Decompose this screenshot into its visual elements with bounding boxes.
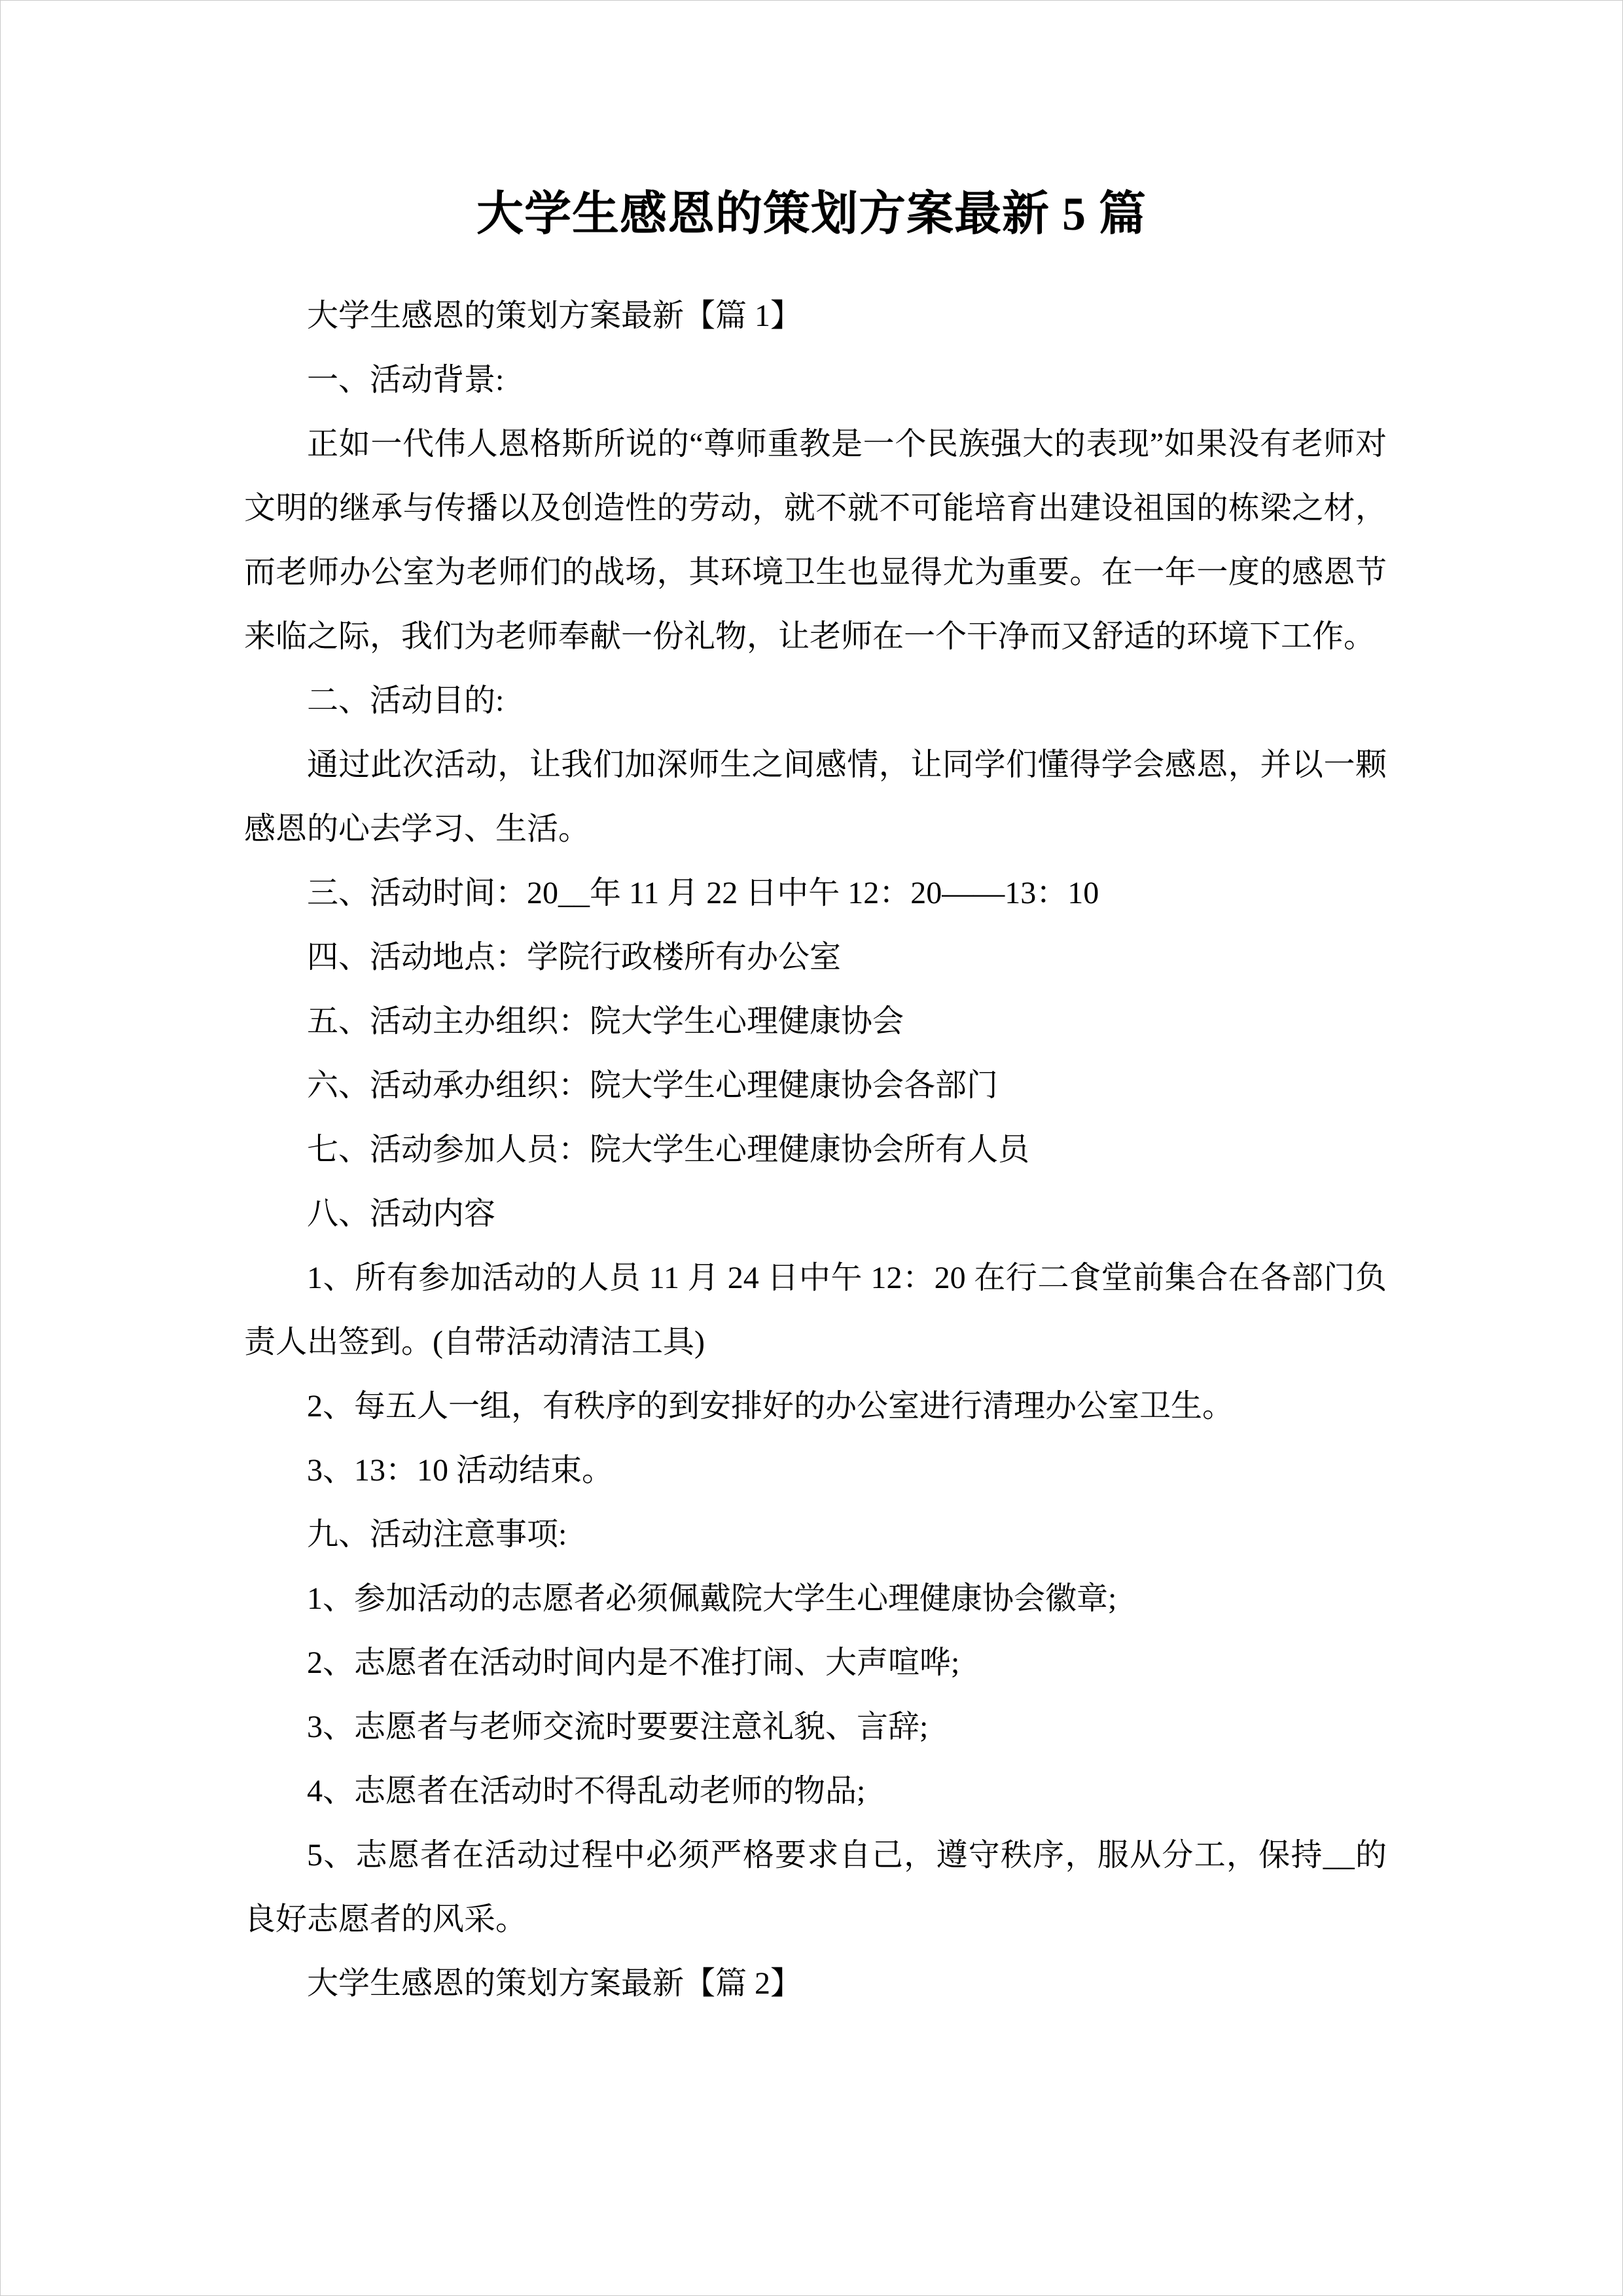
paragraph: 5、志愿者在活动过程中必须严格要求自己，遵守秩序，服从分工，保持__的良好志愿者的风采。 <box>244 1838 1387 1937</box>
paragraph: 正如一代伟人恩格斯所说的“尊师重教是一个民族强大的表现”如果没有老师对文明的继承与传播以及创造性的劳动，就不就不可能培育出建设祖国的栋梁之材，而老师办公室为老师们的战场，其环境卫生也显得尤为重要。在一年一度的感恩节来临之际，我们为老师奉献一份礼物，让老师在一个干净而又舒适的环境下工作。 <box>244 427 1387 654</box>
paragraph: 六、活动承办组织：院大学生心理健康协会各部门 <box>307 1068 999 1103</box>
paragraph: 七、活动参加人员：院大学生心理健康协会所有人员 <box>307 1132 1030 1167</box>
paragraph: 1、所有参加活动的人员 11 月 24 日中午 12：20 在行二食堂前集合在各部门负责人出签到。(自带活动清洁工具) <box>244 1261 1387 1359</box>
paragraph: 2、志愿者在活动时间内是不准打闹、大声喧哗; <box>307 1645 960 1680</box>
paragraph: 九、活动注意事项: <box>307 1517 567 1552</box>
paragraph: 大学生感恩的策划方案最新【篇 1】 <box>307 298 802 333</box>
paragraph: 4、志愿者在活动时不得乱动老师的物品; <box>307 1774 866 1808</box>
paragraph: 二、活动目的: <box>307 683 505 718</box>
paragraph: 3、志愿者与老师交流时要要注意礼貌、言辞; <box>307 1710 929 1744</box>
paragraph: 1、参加活动的志愿者必须佩戴院大学生心理健康协会徽章; <box>307 1581 1117 1616</box>
paragraph: 2、每五人一组，有秩序的到安排好的办公室进行清理办公室卫生。 <box>307 1389 1234 1424</box>
paragraph: 三、活动时间：20__年 11 月 22 日中午 12：20——13：10 <box>307 876 1099 910</box>
paragraph: 3、13：10 活动结束。 <box>307 1453 614 1488</box>
paragraph: 大学生感恩的策划方案最新【篇 2】 <box>307 1966 802 2001</box>
paragraph: 一、活动背景: <box>307 363 505 397</box>
page-title: 大学生感恩的策划方案最新 5 篇 <box>476 188 1147 240</box>
paragraph: 五、活动主办组织：院大学生心理健康协会 <box>307 1004 904 1039</box>
paragraph: 通过此次活动，让我们加深师生之间感情，让同学们懂得学会感恩，并以一颗感恩的心去学习、生活。 <box>244 747 1387 846</box>
paragraph-list <box>1 284 1622 2016</box>
paragraph: 八、活动内容 <box>307 1196 496 1231</box>
paragraph: 四、活动地点：学院行政楼所有办公室 <box>307 940 842 975</box>
